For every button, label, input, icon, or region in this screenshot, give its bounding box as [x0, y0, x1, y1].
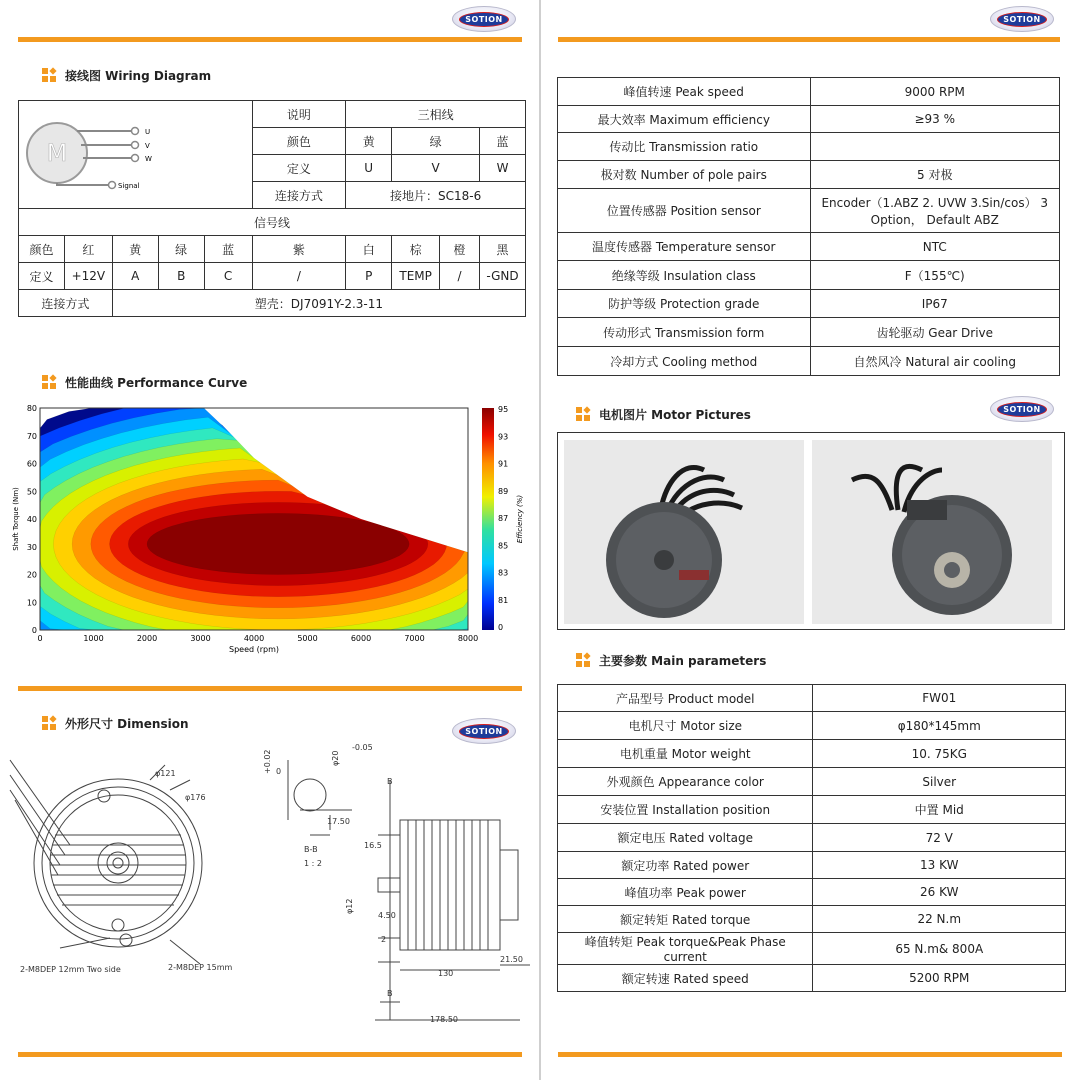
brand-logo	[990, 6, 1054, 32]
wiring-cell: 绿	[158, 236, 204, 263]
spec-value: IP67	[810, 290, 1060, 318]
wiring-cell: 定义	[19, 263, 65, 290]
spec-label: 传动形式 Transmission form	[558, 318, 811, 347]
spec-row	[558, 852, 1066, 879]
spec-value: 22 N.m	[813, 906, 1066, 933]
dimension-section-title	[42, 715, 188, 732]
wiring-cell: /	[252, 263, 346, 290]
wiring-cell: P	[346, 263, 392, 290]
color-row	[19, 236, 526, 263]
spec-row	[558, 906, 1066, 933]
spec-value: 9000 RPM	[810, 78, 1060, 106]
spec-row	[558, 933, 1066, 965]
dim-label: B	[387, 989, 393, 998]
spec-value: 5200 RPM	[813, 965, 1066, 992]
brand-logo-text: SOTION	[459, 12, 509, 27]
dim-label: 4.50	[378, 911, 396, 920]
dim-label: φ12	[345, 898, 354, 914]
wiring-cell: 塑壳：DJ7091Y-2.3-11	[112, 290, 525, 317]
x-tick-label: 5000	[297, 634, 318, 643]
dim-label: 130	[438, 969, 454, 978]
colorbar-tick-label: 0	[498, 623, 504, 632]
spec-label: 额定功率 Rated power	[558, 852, 813, 879]
colorbar-tick-label: 95	[498, 405, 509, 414]
x-tick-label: 3000	[190, 634, 211, 643]
spec-row	[558, 233, 1060, 261]
wiring-cell: C	[204, 263, 252, 290]
footer-bar	[558, 1052, 1062, 1057]
wiring-cell: 颜色	[19, 236, 65, 263]
y-tick-label: 10	[26, 598, 37, 608]
wiring-cell: 蓝	[480, 128, 526, 155]
motor-photo-back	[812, 440, 1052, 624]
spec-row	[558, 824, 1066, 852]
wiring-cell: 紫	[252, 236, 346, 263]
spec-value: 10. 75KG	[813, 740, 1066, 768]
phase-u-label: U	[145, 128, 151, 136]
wiring-cell: 接地片：SC18-6	[346, 182, 526, 209]
dim-label: +0.02	[263, 749, 272, 774]
y-tick-label: 0	[31, 626, 37, 635]
performance-section-title	[42, 374, 247, 391]
spec-value: 中置 Mid	[813, 796, 1066, 824]
y-tick-label: 80	[26, 404, 37, 413]
spec-row	[558, 796, 1066, 824]
brand-logo	[452, 6, 516, 32]
wiring-cell: 白	[346, 236, 392, 263]
x-tick-label: 4000	[243, 634, 265, 643]
spec-label: 绝缘等级 Insulation class	[558, 261, 811, 290]
x-tick-label: 7000	[404, 634, 425, 643]
colorbar-tick-label: 91	[498, 459, 509, 469]
spec-value: Silver	[813, 768, 1066, 796]
colorbar-tick-label: 93	[498, 432, 509, 442]
spec-value: φ180*145mm	[813, 712, 1066, 740]
wiring-cell: U	[346, 155, 392, 182]
spec-value: 72 V	[813, 824, 1066, 852]
wiring-cell: +12V	[64, 263, 112, 290]
dim-label: 2	[381, 935, 387, 944]
dim-label: φ176	[185, 793, 206, 802]
header-bar	[558, 37, 1060, 42]
spec-value: F（155℃)	[810, 261, 1060, 290]
dim-label: φ20	[331, 750, 340, 766]
dim-label: -0.05	[352, 743, 373, 752]
wiring-cell: 棕	[392, 236, 440, 263]
spec-value: ≥93 %	[810, 106, 1060, 133]
x-tick-label: 1000	[83, 634, 104, 643]
wiring-cell: B	[158, 263, 204, 290]
spec-label: 额定转矩 Rated torque	[558, 906, 813, 933]
motor-diagram-cell	[19, 101, 253, 209]
spec-row	[558, 133, 1060, 161]
motor-wiring-diagram	[19, 101, 257, 209]
spec-label: 峰值转矩 Peak torque&Peak Phase current	[558, 933, 813, 965]
wiring-cell: V	[392, 155, 480, 182]
spec-row	[558, 318, 1060, 347]
colorbar-tick-label: 89	[498, 486, 509, 496]
spec-value: 26 KW	[813, 879, 1066, 906]
y-tick-label: 70	[26, 431, 37, 441]
spec-row	[558, 879, 1066, 906]
wiring-title-text: 接线图 Wiring Diagram	[65, 69, 212, 83]
wiring-cell: 三相线	[346, 101, 526, 128]
wiring-cell: 绿	[392, 128, 480, 155]
section-bar	[18, 686, 522, 691]
spec-value: 自然风冷 Natural air cooling	[810, 347, 1060, 376]
spec-label: 安装位置 Installation position	[558, 796, 813, 824]
dim-label: 21.50	[500, 955, 523, 964]
motor-photo-front	[564, 440, 804, 624]
dim-label: 17.50	[327, 817, 350, 826]
spec-label: 额定电压 Rated voltage	[558, 824, 813, 852]
spec-row	[558, 685, 1066, 712]
section-icon	[576, 653, 591, 668]
phase-v-label: V	[145, 142, 150, 150]
spec-label: 位置传感器 Position sensor	[558, 189, 811, 233]
spec-value: 5 对极	[810, 161, 1060, 189]
colorbar-label: Efficiency (%)	[516, 494, 524, 544]
y-tick-label: 50	[26, 487, 37, 497]
phase-w-label: W	[145, 155, 152, 163]
section-icon	[42, 68, 57, 83]
y-tick-label: 20	[26, 570, 37, 580]
y-axis-label: Shaft Torque (Nm)	[12, 487, 20, 551]
spec-label: 冷却方式 Cooling method	[558, 347, 811, 376]
spec-label: 电机重量 Motor weight	[558, 740, 813, 768]
specs-table-top	[557, 77, 1060, 376]
wiring-cell: 红	[64, 236, 112, 263]
spec-value: FW01	[813, 685, 1066, 712]
section-icon	[576, 407, 591, 422]
motor-pictures	[557, 432, 1065, 630]
pictures-section-title	[576, 406, 751, 423]
spec-row	[558, 712, 1066, 740]
wiring-cell: A	[112, 263, 158, 290]
dim-label: 2-M8DEP 15mm	[168, 963, 233, 972]
spec-row	[558, 768, 1066, 796]
colorbar-tick-label: 85	[498, 541, 509, 551]
spec-row	[558, 347, 1060, 376]
dim-label: 178.50	[430, 1015, 458, 1024]
motor-letter: M	[46, 139, 68, 167]
dim-label: 2-M8DEP 12mm Two side	[20, 965, 121, 974]
wiring-cell: TEMP	[392, 263, 440, 290]
colorbar-tick-label: 83	[498, 568, 509, 578]
dim-label: φ121	[155, 769, 176, 778]
brand-logo	[990, 396, 1054, 422]
section-icon	[42, 716, 57, 731]
spec-row	[558, 161, 1060, 189]
spec-label: 传动比 Transmission ratio	[558, 133, 811, 161]
spec-label: 最大效率 Maximum efficiency	[558, 106, 811, 133]
spec-label: 产品型号 Product model	[558, 685, 813, 712]
x-tick-label: 6000	[350, 634, 372, 643]
wiring-cell: 蓝	[204, 236, 252, 263]
footer-bar	[18, 1052, 522, 1057]
spec-row	[558, 106, 1060, 133]
brand-logo-text: SOTION	[997, 402, 1047, 417]
main-params-title-text: 主要参数 Main parameters	[599, 654, 767, 668]
spec-value: 齿轮驱动 Gear Drive	[810, 318, 1060, 347]
brand-logo-text: SOTION	[459, 724, 509, 739]
brand-logo-text: SOTION	[997, 12, 1047, 27]
wiring-cell: -GND	[480, 263, 526, 290]
spec-row	[558, 290, 1060, 318]
dim-label: 1 : 2	[304, 859, 322, 868]
main-params-section-title	[576, 652, 766, 669]
x-tick-label: 2000	[136, 634, 158, 643]
x-tick-label: 8000	[457, 634, 479, 643]
spec-label: 峰值功率 Peak power	[558, 879, 813, 906]
y-tick-label: 40	[26, 515, 37, 524]
y-tick-label: 30	[26, 542, 37, 552]
wiring-cell: 说明	[252, 101, 346, 128]
signal-header: 信号线	[19, 209, 526, 236]
wiring-cell: 黄	[346, 128, 392, 155]
spec-label: 极对数 Number of pole pairs	[558, 161, 811, 189]
performance-title-text: 性能曲线 Performance Curve	[65, 376, 248, 390]
wiring-cell: 黄	[112, 236, 158, 263]
spec-value: NTC	[810, 233, 1060, 261]
section-icon	[42, 375, 57, 390]
spec-label: 防护等级 Protection grade	[558, 290, 811, 318]
dimension-drawing	[0, 740, 540, 1040]
dimension-title-text: 外形尺寸 Dimension	[65, 717, 189, 731]
pictures-title-text: 电机图片 Motor Pictures	[599, 408, 751, 422]
connection-row	[19, 290, 526, 317]
colorbar	[482, 408, 494, 630]
spec-row	[558, 189, 1060, 233]
wiring-cell: 连接方式	[19, 290, 113, 317]
signal-label: Signal	[118, 182, 140, 190]
y-tick-label: 60	[26, 459, 37, 469]
wiring-cell: 橙	[440, 236, 480, 263]
dim-label: B-B	[304, 845, 318, 854]
colorbar-tick-label: 87	[498, 514, 509, 523]
spec-value: 65 N.m& 800A	[813, 933, 1066, 965]
spec-value: Encoder（1.ABZ 2. UVW 3.Sin/cos） 3 Option， Default ABZ	[810, 189, 1060, 233]
wiring-cell: 颜色	[252, 128, 346, 155]
wiring-section-title	[42, 67, 211, 84]
wiring-cell: 定义	[252, 155, 346, 182]
spec-label: 温度传感器 Temperature sensor	[558, 233, 811, 261]
spec-row	[558, 261, 1060, 290]
wiring-cell: /	[440, 263, 480, 290]
spec-row	[558, 740, 1066, 768]
definition-row	[19, 263, 526, 290]
spec-label: 峰值转速 Peak speed	[558, 78, 811, 106]
header-bar	[18, 37, 522, 42]
spec-value	[810, 133, 1060, 161]
efficiency-contours	[40, 408, 468, 630]
colorbar-tick-label: 81	[498, 595, 509, 605]
wiring-cell: W	[480, 155, 526, 182]
x-axis-label: Speed (rpm)	[228, 645, 280, 654]
dim-label: B	[387, 777, 393, 786]
dim-label: 16.5	[364, 841, 382, 850]
specs-table-main	[557, 684, 1066, 992]
efficiency-band	[147, 513, 409, 574]
spec-row	[558, 78, 1060, 106]
wiring-table	[18, 100, 526, 317]
colorbar-ticks	[498, 405, 508, 632]
spec-value: 13 KW	[813, 852, 1066, 879]
spec-label: 电机尺寸 Motor size	[558, 712, 813, 740]
x-tick-label: 0	[37, 634, 43, 643]
wiring-cell: 黑	[480, 236, 526, 263]
spec-label: 外观颜色 Appearance color	[558, 768, 813, 796]
spec-row	[558, 965, 1066, 992]
dim-label: 0	[276, 767, 282, 776]
wiring-cell: 连接方式	[252, 182, 346, 209]
spec-label: 额定转速 Rated speed	[558, 965, 813, 992]
performance-chart	[8, 398, 532, 660]
